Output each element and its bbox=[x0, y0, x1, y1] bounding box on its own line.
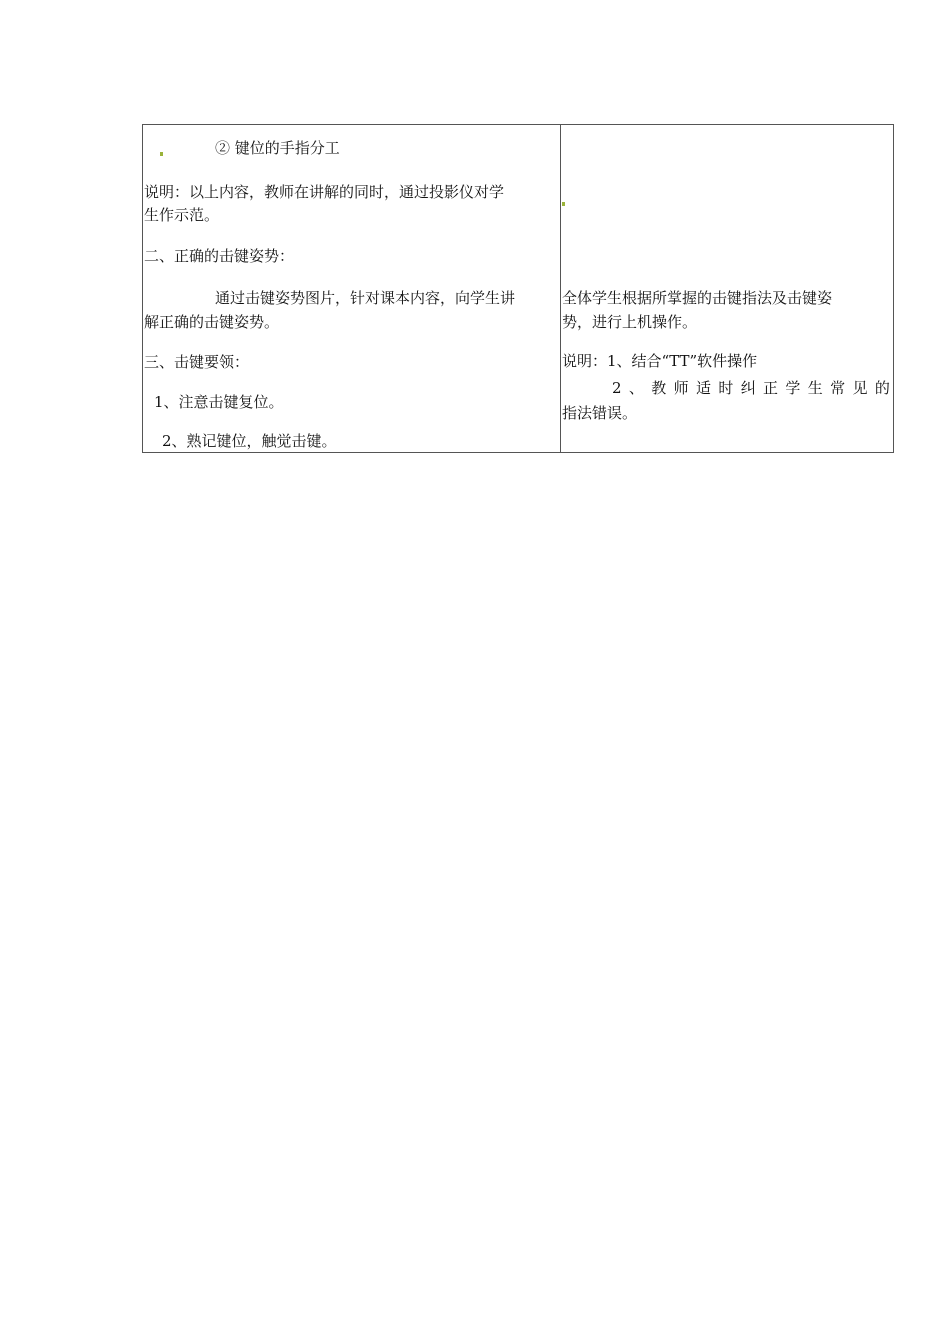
section-three-heading: 三、击键要领： bbox=[144, 353, 250, 371]
keystroke-point-2: 2、熟记键位，触觉击键。 bbox=[162, 432, 337, 450]
right-note-char: 、 bbox=[628, 379, 644, 397]
finger-division-item: ② 键位的手指分工 bbox=[215, 139, 340, 157]
right-note-line-2 bbox=[612, 378, 890, 398]
right-note-char: 见 bbox=[852, 379, 868, 397]
list-marker-dot bbox=[562, 202, 565, 206]
teacher-note-line-1: 说明：以上内容，教师在讲解的同时，通过投影仪对学 bbox=[144, 183, 505, 201]
right-note-char: 2 bbox=[612, 379, 622, 397]
right-note-char: 生 bbox=[807, 379, 823, 397]
right-note-char: 教 bbox=[651, 379, 667, 397]
section-two-text-line-1: 通过击键姿势图片，针对课本内容，向学生讲 bbox=[215, 289, 516, 307]
right-note-char: 正 bbox=[763, 379, 779, 397]
right-note-char: 的 bbox=[874, 379, 890, 397]
right-note-char: 学 bbox=[785, 379, 801, 397]
right-note-char: 时 bbox=[718, 379, 734, 397]
right-note-char: 适 bbox=[695, 379, 711, 397]
right-note-line-3: 指法错误。 bbox=[562, 404, 638, 422]
right-note-line-1: 说明：1、结合“TT”软件操作 bbox=[562, 352, 758, 370]
student-activity-line-2: 势，进行上机操作。 bbox=[562, 313, 698, 331]
keystroke-point-1: 1、注意击键复位。 bbox=[154, 393, 284, 411]
right-note-char: 师 bbox=[673, 379, 689, 397]
right-note-char: 纠 bbox=[740, 379, 756, 397]
student-activity-line-1: 全体学生根据所掌握的击键指法及击键姿 bbox=[562, 289, 833, 307]
column-divider bbox=[560, 125, 561, 452]
section-two-text-line-2: 解正确的击键姿势。 bbox=[144, 313, 280, 331]
right-note-char: 常 bbox=[830, 379, 846, 397]
teacher-note-line-2: 生作示范。 bbox=[144, 206, 220, 224]
lesson-plan-table bbox=[142, 124, 894, 453]
section-two-heading: 二、正确的击键姿势： bbox=[144, 247, 295, 265]
list-marker-dot bbox=[160, 152, 163, 156]
